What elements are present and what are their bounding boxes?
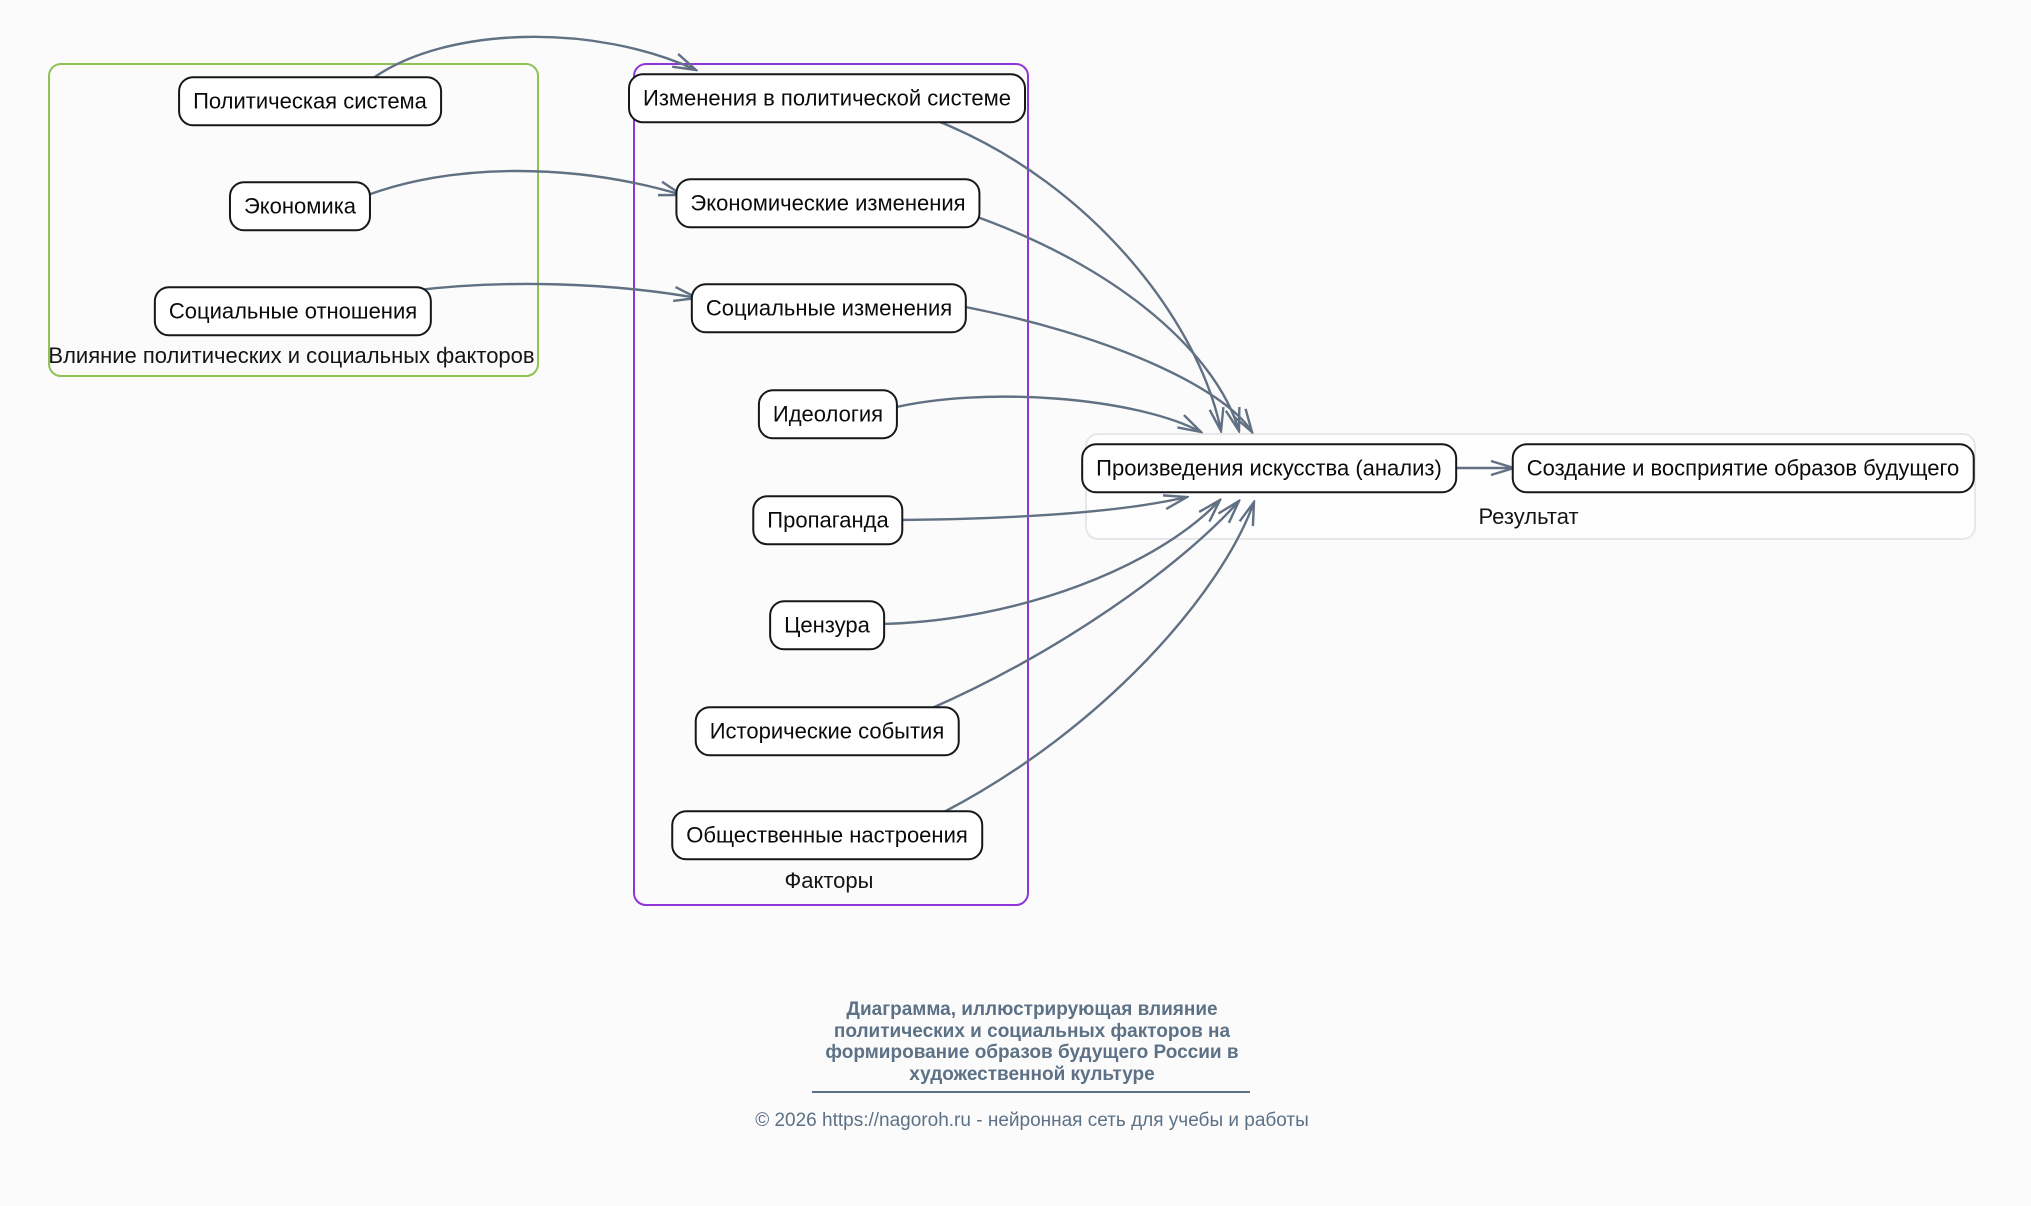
node-public-moods: Общественные настроения [671, 810, 983, 860]
node-propaganda: Пропаганда [752, 495, 903, 545]
group-label-result: Результат [1478, 504, 1579, 529]
node-social-relations: Социальные отношения [154, 286, 432, 336]
node-artworks-analysis: Произведения искусства (анализ) [1081, 443, 1457, 493]
group-label-influence: Влияние политических и социальных факторов [48, 343, 535, 368]
node-political-system: Политическая система [178, 76, 442, 126]
node-social-changes: Социальные изменения [691, 283, 967, 333]
node-censorship: Цензура [769, 600, 885, 650]
caption-title: Диаграмма, иллюстрирующая влияние политических и социальных факторов на формирование образов будущего России в художественной культуре [825, 999, 1239, 1085]
node-political-changes: Изменения в политической системе [628, 73, 1026, 123]
caption-copyright: © 2026 https://nagoroh.ru - нейронная сеть для учебы и работы [755, 1110, 1309, 1131]
node-economy: Экономика [229, 181, 371, 231]
node-historical-events: Исторические события [695, 706, 960, 756]
node-economic-changes: Экономические изменения [675, 178, 980, 228]
node-future-images: Создание и восприятие образов будущего [1512, 443, 1975, 493]
caption-divider [812, 1091, 1250, 1093]
group-label-factors: Факторы [784, 868, 874, 893]
node-ideology: Идеология [758, 389, 898, 439]
